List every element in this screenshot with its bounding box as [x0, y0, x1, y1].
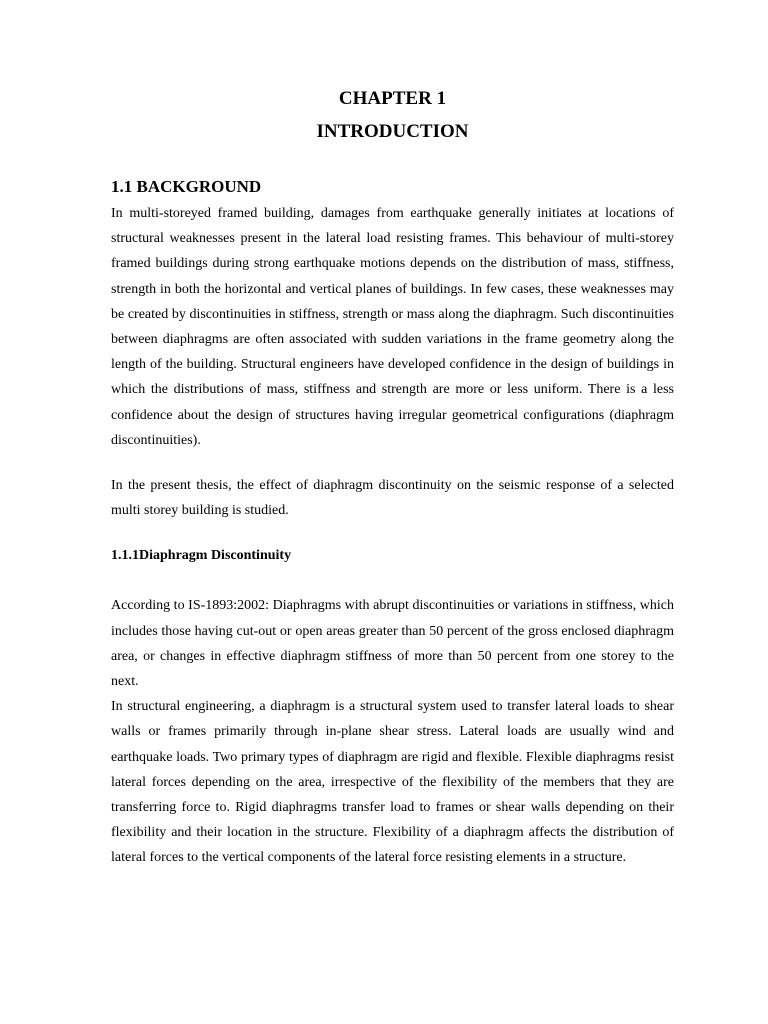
subsection-title: 1.1.1Diaphragm Discontinuity: [111, 548, 292, 564]
background-paragraph-2: In the present thesis, the effect of diaphragm discontinuity on the seismic response of a selected multi storey building is studied.: [111, 478, 674, 519]
chapter-number: CHAPTER 1: [338, 88, 447, 109]
document-page: [111, 86, 674, 871]
chapter-title: INTRODUCTION: [316, 121, 469, 142]
background-paragraph-1: In multi-storeyed framed building, damages from earthquake generally initiates at locations of structural weaknesses present in the lateral load resisting frames. This behaviour of multi-storey framed buildings during strong earthquake motions depends on the distribution of mass, stiffness, strength in both the horizontal and vertical planes of buildings. In few cases, these weaknesses may be created by discontinuities in stiffness, strength or mass along the diaphragm. Such discontinuities between diaphragms are often associated with sudden variations in the frame geometry along the length of the building. Structural engineers have developed confidence in the design of buildings in which the distributions of mass, stiffness and strength are more or less uniform. There is a less confidence about the design of structures having irregular geometrical configurations (diaphragm discontinuities).: [111, 206, 674, 448]
subsection-paragraph-2: In structural engineering, a diaphragm is a structural system used to transfer lateral loads to shear walls or frames primarily through in-plane shear stress. Lateral loads are usually wind and earthquake loads. Two primary types of diaphragm are rigid and flexible. Flexible diaphragms resist lateral forces depending on the area, irrespective of the flexibility of the members that they are transferring force to. Rigid diaphragms transfer load to frames or shear walls depending on their flexibility and their location in the structure. Flexibility of a diaphragm affects the distribution of lateral forces to the vertical components of the lateral force resisting elements in a structure.: [111, 699, 674, 866]
section-title: 1.1 BACKGROUND: [111, 177, 262, 196]
subsection-paragraph-1: According to IS-1893:2002: Diaphragms with abrupt discontinuities or variations in stiffness, which includes those having cut-out or open areas greater than 50 percent of the gross enclosed diaphragm area, or changes in effective diaphragm stiffness of more than 50 percent from one storey to the next.: [111, 598, 674, 690]
